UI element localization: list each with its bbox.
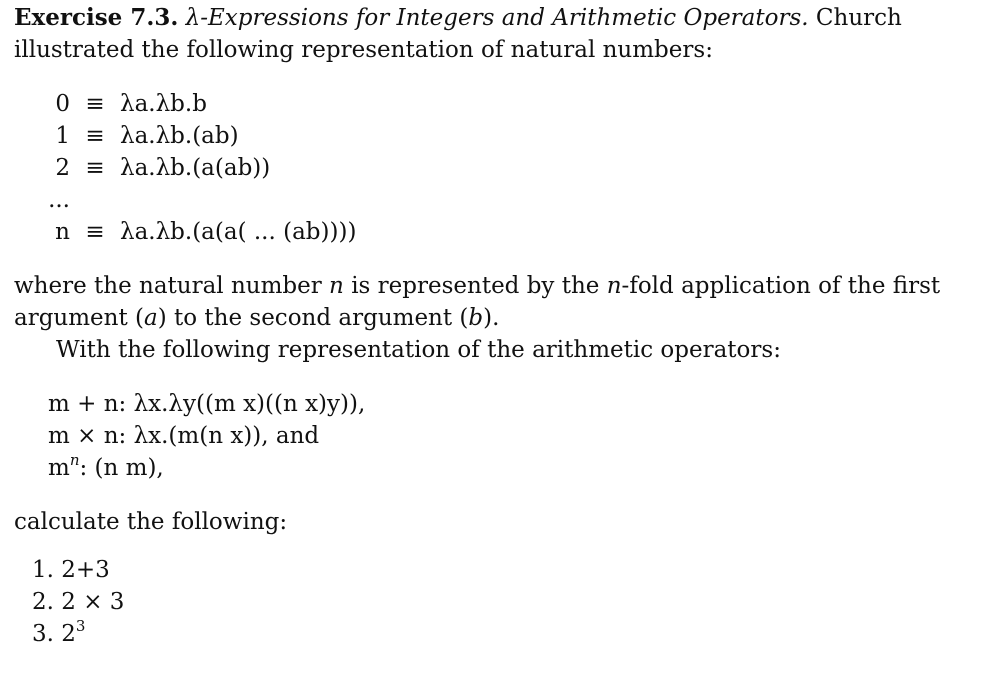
equivalence-symbol: ≡: [85, 155, 105, 181]
exponent-definition: [48, 452, 979, 484]
list-item: [32, 618, 979, 650]
numeral-number: n: [55, 219, 70, 245]
power-exponent: n: [69, 451, 80, 469]
exercise-intro: [14, 2, 979, 66]
equivalence-symbol: ≡: [85, 123, 105, 149]
equivalence-symbol: ≡: [85, 219, 105, 245]
explanation-text: ).: [483, 305, 500, 331]
numeral-row: [48, 216, 356, 248]
addition-definition: m + n: λx.λy((m x)((n x)y)),: [48, 391, 366, 417]
explanation-text: -fold application of the first argument (: [14, 273, 941, 331]
math-variable: b: [468, 305, 484, 331]
calculate-text: calculate the following:: [14, 509, 288, 535]
list-expression: 2+3: [61, 557, 110, 583]
numeral-expression: λa.λb.b: [120, 91, 207, 117]
list-number: 3.: [32, 621, 54, 647]
numeral-ellipsis-row: [48, 184, 356, 216]
multiplication-definition: m × n: λx.(m(n x)), and: [48, 423, 320, 449]
numeral-number: 1: [55, 123, 70, 149]
list-item: [32, 554, 979, 586]
exercise-label: Exercise 7.3.: [14, 4, 179, 31]
power-exponent: 3: [75, 617, 86, 635]
numeral-expression: λa.λb.(ab): [120, 123, 239, 149]
power-base: 2: [61, 621, 76, 647]
numeral-expression: λa.λb.(a(ab)): [120, 155, 271, 181]
math-variable: n: [329, 273, 344, 299]
list-item: [32, 586, 979, 618]
ellipsis: ...: [48, 187, 70, 213]
explanation-text: is represented by the: [351, 273, 600, 299]
math-variable: a: [144, 305, 158, 331]
exercise-title: λ-Expressions for Integers and Arithmetic Operators.: [185, 5, 809, 31]
numeral-row: [48, 152, 356, 184]
power-base: m: [48, 455, 70, 481]
explanation-text: where the natural number: [14, 273, 322, 299]
math-variable: n: [606, 273, 622, 299]
numeral-number: 0: [55, 91, 70, 117]
church-numeral-table: [48, 88, 356, 248]
equivalence-symbol: [70, 184, 120, 216]
explanation-paragraph: [14, 270, 979, 334]
list-number: 1.: [32, 557, 54, 583]
numeral-number: 2: [55, 155, 70, 181]
numeral-expression: [120, 184, 356, 216]
operators-intro: With the following representation of the arithmetic operators:: [56, 337, 781, 363]
numeral-expression: λa.λb.(a(a( ... (ab)))): [120, 219, 357, 245]
exercise-list: [32, 554, 979, 650]
exercise-page: [14, 2, 979, 650]
equivalence-symbol: ≡: [85, 91, 105, 117]
explanation-text: ) to the second argument (: [157, 305, 469, 331]
power-definition: : (n m),: [79, 455, 164, 481]
operator-definitions: [48, 388, 979, 484]
numeral-row: [48, 88, 356, 120]
list-expression: 2 × 3: [61, 589, 125, 615]
list-number: 2.: [32, 589, 54, 615]
exercise-lead-text: Church illustrated the following representation of natural numbers:: [14, 5, 902, 63]
numeral-row: [48, 120, 356, 152]
